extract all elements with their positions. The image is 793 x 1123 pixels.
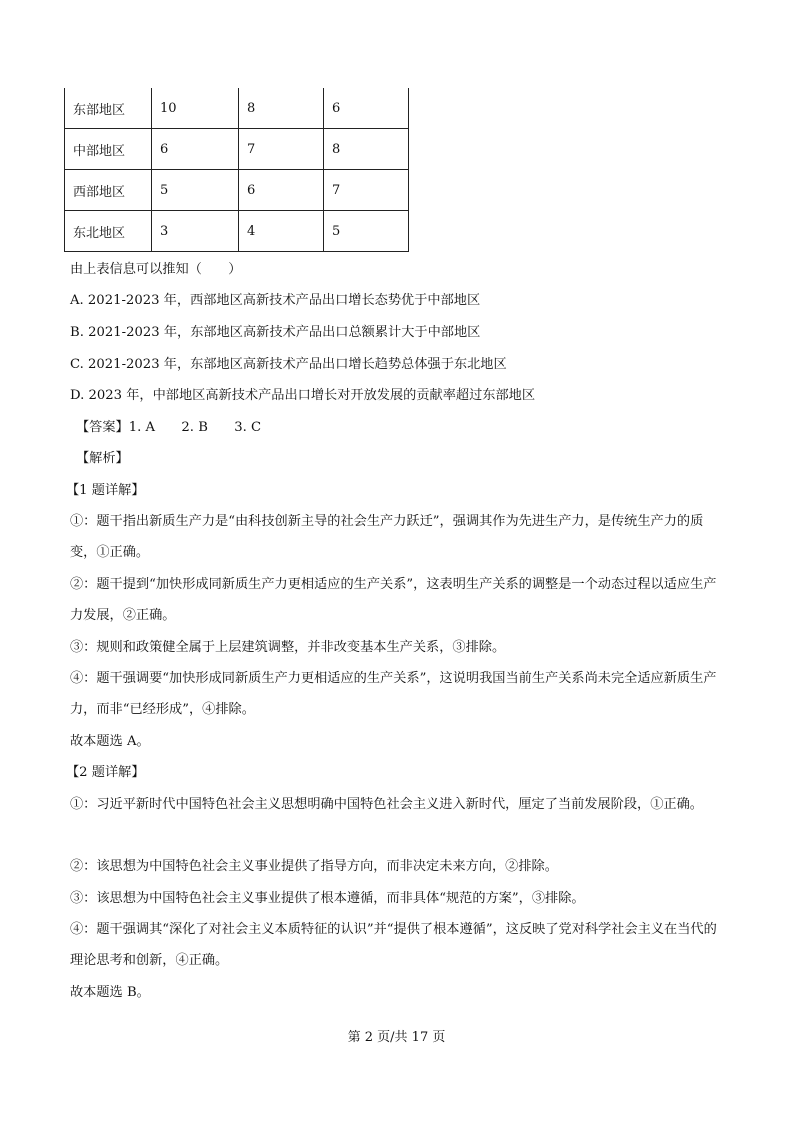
option-a: A. 2021-2023 年，西部地区高新技术产品出口增长态势优于中部地区 — [70, 293, 481, 308]
q2-heading: 【2 题详解】 — [66, 765, 145, 780]
table-cell: 5 — [152, 170, 239, 211]
option-d: D. 2023 年，中部地区高新技术产品出口增长对开放发展的贡献率超过东部地区 — [70, 388, 536, 403]
page-footer: 第 2 页/共 17 页 — [347, 1030, 446, 1045]
table-cell: 6 — [239, 170, 324, 211]
table-cell: 7 — [324, 170, 409, 211]
q1-item-2: ②：题干提到“加快形成同新质生产力更相适应的生产关系”，这表明生产关系的调整是一个动态过程以适应生产力发展，②正确。 — [70, 577, 717, 623]
q2-conclusion: 故本题选 B。 — [70, 985, 150, 1000]
q2-item-4: ④：题干强调其“深化了对社会主义本质特征的认识”并“提供了根本遵循”，这反映了党对科学社会主义在当代的理论思考和创新，④正确。 — [70, 922, 717, 968]
analysis-label: 【解析】 — [76, 451, 129, 466]
table-row — [65, 211, 409, 252]
table-cell: 6 — [324, 88, 409, 129]
q1-item-1: ①：题干指出新质生产力是“由科技创新主导的社会生产力跃迁”，强调其作为先进生产力，是传统生产力的质变，①正确。 — [70, 514, 704, 560]
option-c: C. 2021-2023 年，东部地区高新技术产品出口增长趋势总体强于东北地区 — [70, 357, 507, 372]
table-cell: 8 — [239, 88, 324, 129]
q2-item-2: ②：该思想为中国特色社会主义事业提供了指导方向，而非决定未来方向，②排除。 — [70, 859, 558, 874]
export-growth-table — [64, 88, 409, 252]
table-cell: 10 — [152, 88, 239, 129]
q1-conclusion: 故本题选 A。 — [70, 734, 150, 749]
table-cell: 西部地区 — [65, 170, 152, 211]
q2-item-3: ③：该思想为中国特色社会主义事业提供了根本遵循，而非具体“规范的方案”，③排除。 — [70, 891, 585, 906]
table-cell: 7 — [239, 129, 324, 170]
table-cell: 东部地区 — [65, 88, 152, 129]
question-stem: 由上表信息可以推知（ ） — [70, 262, 242, 277]
q1-heading: 【1 题详解】 — [66, 483, 145, 498]
option-b: B. 2021-2023 年，东部地区高新技术产品出口总额累计大于中部地区 — [70, 325, 481, 340]
table-cell: 6 — [152, 129, 239, 170]
q1-item-3: ③：规则和政策健全属于上层建筑调整，并非改变基本生产关系，③排除。 — [70, 640, 506, 655]
answer-line: 【答案】1. A 2. B 3. C — [76, 420, 262, 435]
table-cell: 东北地区 — [65, 211, 152, 252]
q2-item-1: ①：习近平新时代中国特色社会主义思想明确中国特色社会主义进入新时代，厘定了当前发展阶段，①正确。 — [70, 797, 703, 812]
table-cell: 中部地区 — [65, 129, 152, 170]
table-row — [65, 88, 409, 129]
table-row — [65, 129, 409, 170]
q1-item-4: ④：题干强调要“加快形成同新质生产力更相适应的生产关系”，这说明我国当前生产关系尚未完全适应新质生产力，而非“已经形成”，④排除。 — [70, 671, 717, 717]
table-cell: 5 — [324, 211, 409, 252]
table-cell: 3 — [152, 211, 239, 252]
table-cell: 8 — [324, 129, 409, 170]
table-cell: 4 — [239, 211, 324, 252]
table-row — [65, 170, 409, 211]
